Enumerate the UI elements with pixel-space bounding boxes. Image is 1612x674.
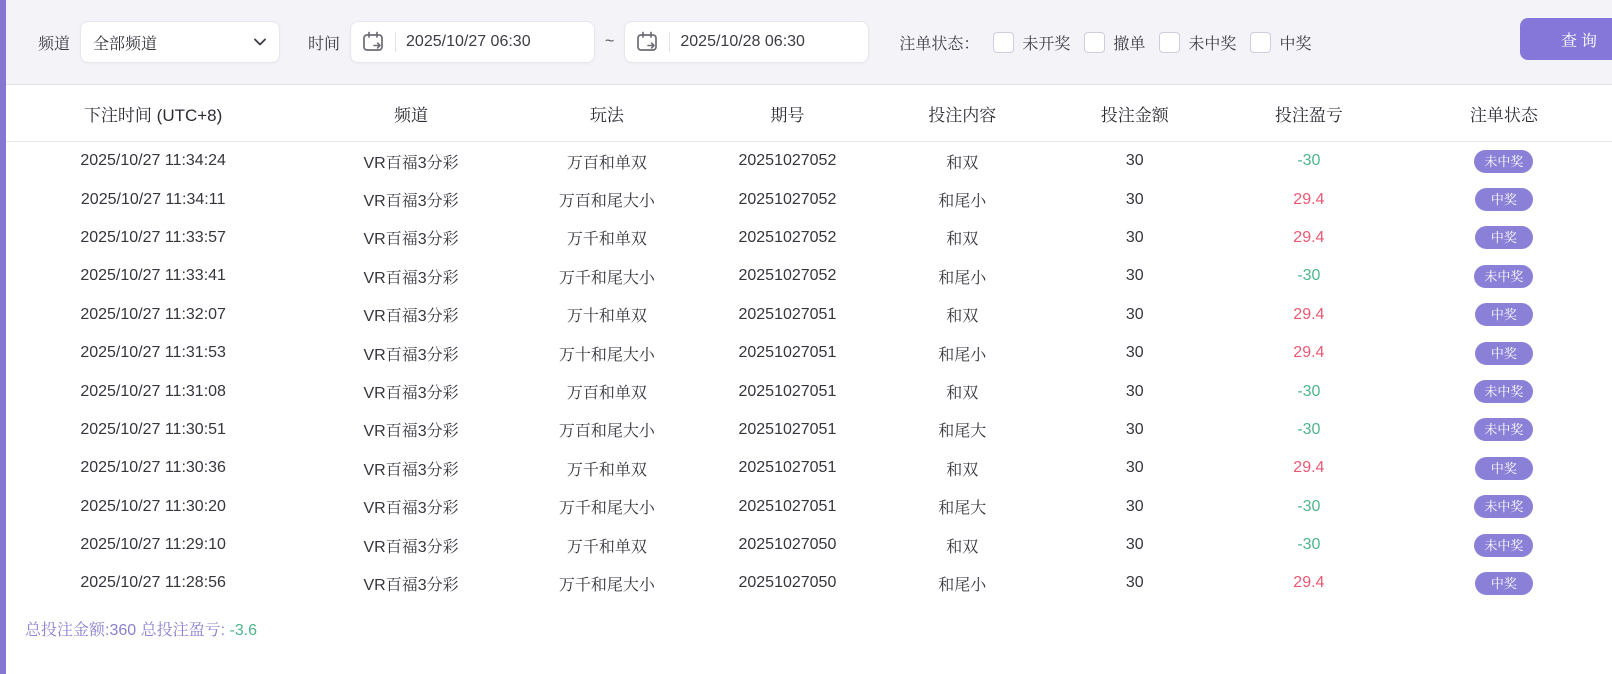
channel-select-value: 全部频道 [93, 35, 158, 53]
date-from-value: 2025/10/27 06:30 [406, 33, 531, 50]
checkbox-box[interactable] [993, 32, 1014, 53]
input-divider [395, 32, 396, 52]
bet-status-label: 注单状态： [899, 35, 980, 53]
table-row [0, 411, 1612, 449]
status-badge: 未中奖 [1474, 380, 1533, 403]
cell-bet-amount: 30 [1125, 420, 1144, 438]
cell-bet-status [1396, 188, 1612, 211]
table-row [0, 564, 1612, 602]
status-badge: 未中奖 [1474, 495, 1533, 518]
header-play-type: 玩法 [589, 105, 624, 125]
checkbox-box[interactable] [1159, 32, 1180, 53]
bet-status-filter-group [899, 31, 1311, 54]
cell-bet-content: 和尾小 [938, 269, 987, 287]
cell-play-type: 万十和尾大小 [558, 346, 655, 364]
status-badge: 未中奖 [1474, 418, 1533, 441]
table-row [0, 219, 1612, 257]
cell-issue: 20251027051 [738, 420, 837, 438]
table-row [0, 488, 1612, 526]
header-bet-pnl: 投注盈亏 [1274, 105, 1343, 125]
cell-bet-status [1396, 572, 1612, 595]
cell-bet-pnl: -30 [1297, 152, 1321, 170]
cell-play-type: 万十和单双 [566, 308, 647, 326]
status-badge: 未中奖 [1474, 534, 1533, 557]
cell-play-type: 万千和尾大小 [558, 269, 655, 287]
cell-bet-status [1396, 303, 1612, 326]
cell-bet-amount: 30 [1125, 497, 1144, 515]
header-bet-amount: 投注金额 [1100, 105, 1169, 125]
checkbox-label: 撤单 [1113, 35, 1146, 53]
cell-bet-status [1396, 226, 1612, 249]
channel-label: 频道 [38, 35, 71, 53]
cell-bet-content: 和双 [946, 154, 979, 172]
checkbox-won[interactable] [1250, 31, 1311, 54]
input-divider [669, 32, 670, 52]
cell-bet-status [1396, 534, 1612, 557]
cell-bet-status [1396, 265, 1612, 288]
table-body [0, 142, 1612, 603]
cell-play-type: 万百和单双 [566, 154, 647, 172]
query-button[interactable]: 查询 [1520, 18, 1612, 60]
calendar-icon [361, 30, 385, 54]
cell-play-type: 万百和尾大小 [558, 423, 655, 441]
cell-bet-pnl: -30 [1297, 420, 1321, 438]
cell-bet-amount: 30 [1125, 267, 1144, 285]
cell-bet-time: 2025/10/27 11:33:41 [80, 267, 226, 285]
status-badge: 未中奖 [1474, 150, 1533, 173]
cell-play-type: 万千和尾大小 [558, 576, 655, 594]
cell-bet-content: 和双 [946, 461, 979, 479]
cell-bet-time: 2025/10/27 11:32:07 [80, 305, 226, 323]
totals-text: 总投注金额:360 总投注盈亏: [25, 621, 226, 639]
cell-bet-content: 和尾小 [938, 193, 987, 211]
cell-bet-content: 和双 [946, 538, 979, 556]
cell-bet-pnl: 29.4 [1293, 459, 1325, 477]
cell-play-type: 万千和尾大小 [558, 500, 655, 518]
header-bet-time: 下注时间 (UTC+8) [83, 105, 223, 125]
status-badge: 中奖 [1475, 303, 1533, 326]
cell-bet-pnl: 29.4 [1293, 305, 1325, 323]
cell-channel: VR百福3分彩 [363, 576, 459, 594]
cell-bet-amount: 30 [1125, 344, 1144, 362]
cell-issue: 20251027050 [738, 574, 837, 592]
cell-play-type: 万百和尾大小 [558, 193, 655, 211]
checkbox-label: 未开奖 [1022, 35, 1071, 53]
cell-bet-pnl: -30 [1297, 382, 1321, 400]
checkbox-not-won[interactable] [1159, 31, 1236, 54]
cell-bet-amount: 30 [1125, 305, 1144, 323]
cell-issue: 20251027051 [738, 344, 837, 362]
cell-bet-time: 2025/10/27 11:30:51 [80, 420, 226, 438]
chevron-down-icon [253, 35, 267, 49]
table-row [0, 296, 1612, 334]
cell-issue: 20251027052 [738, 152, 837, 170]
cell-bet-time: 2025/10/27 11:34:24 [80, 152, 226, 170]
header-channel: 频道 [394, 105, 429, 125]
cell-bet-amount: 30 [1125, 152, 1144, 170]
cell-bet-amount: 30 [1125, 574, 1144, 592]
cell-channel: VR百福3分彩 [363, 231, 459, 249]
cell-bet-time: 2025/10/27 11:28:56 [80, 574, 226, 592]
table-row [0, 372, 1612, 410]
cell-bet-status [1396, 495, 1612, 518]
cell-bet-status [1396, 342, 1612, 365]
cell-channel: VR百福3分彩 [363, 500, 459, 518]
cell-bet-time: 2025/10/27 11:30:36 [80, 459, 226, 477]
cell-bet-status [1396, 457, 1612, 480]
summary-footer [0, 617, 1612, 640]
header-bet-content: 投注内容 [928, 105, 997, 125]
cell-bet-content: 和尾小 [938, 346, 987, 364]
status-badge: 中奖 [1475, 226, 1533, 249]
table-row [0, 526, 1612, 564]
cell-channel: VR百福3分彩 [363, 154, 459, 172]
cell-bet-pnl: -30 [1297, 267, 1321, 285]
left-accent-strip [0, 0, 6, 674]
cell-bet-amount: 30 [1125, 536, 1144, 554]
status-badge: 未中奖 [1474, 265, 1533, 288]
table-header-row [0, 85, 1612, 142]
table-row [0, 334, 1612, 372]
cell-bet-pnl: 29.4 [1293, 190, 1325, 208]
table-row [0, 180, 1612, 218]
cell-channel: VR百福3分彩 [363, 538, 459, 556]
table-row [0, 449, 1612, 487]
checkbox-cancelled[interactable] [1084, 31, 1145, 54]
header-issue: 期号 [770, 105, 805, 125]
total-pnl-value: -3.6 [229, 621, 258, 639]
cell-bet-time: 2025/10/27 11:31:08 [80, 382, 226, 400]
table-row [0, 142, 1612, 180]
cell-issue: 20251027051 [738, 305, 837, 323]
checkbox-not-drawn[interactable] [993, 31, 1070, 54]
cell-play-type: 万千和单双 [566, 461, 647, 479]
cell-bet-pnl: 29.4 [1293, 574, 1325, 592]
cell-channel: VR百福3分彩 [363, 193, 459, 211]
status-badge: 中奖 [1475, 342, 1533, 365]
cell-bet-content: 和尾大 [938, 423, 987, 441]
cell-channel: VR百福3分彩 [363, 346, 459, 364]
cell-issue: 20251027052 [738, 228, 837, 246]
cell-bet-pnl: -30 [1297, 497, 1321, 515]
cell-bet-time: 2025/10/27 11:33:57 [80, 228, 226, 246]
cell-issue: 20251027052 [738, 267, 837, 285]
cell-bet-status [1396, 418, 1612, 441]
cell-bet-content: 和双 [946, 308, 979, 326]
date-to-input[interactable] [624, 21, 869, 63]
date-from-input[interactable] [350, 21, 595, 63]
status-badge: 中奖 [1475, 188, 1533, 211]
cell-play-type: 万千和单双 [566, 231, 647, 249]
date-range-separator: ~ [605, 33, 615, 50]
cell-issue: 20251027051 [738, 382, 837, 400]
cell-bet-content: 和尾小 [938, 576, 987, 594]
cell-play-type: 万千和单双 [566, 538, 647, 556]
header-bet-status: 注单状态 [1469, 105, 1538, 125]
cell-channel: VR百福3分彩 [363, 269, 459, 287]
cell-bet-status [1396, 150, 1612, 173]
filter-bar [0, 0, 1612, 85]
cell-bet-time: 2025/10/27 11:29:10 [80, 536, 226, 554]
time-label: 时间 [308, 35, 341, 53]
cell-bet-time: 2025/10/27 11:31:53 [80, 344, 226, 362]
cell-bet-status [1396, 380, 1612, 403]
cell-issue: 20251027052 [738, 190, 837, 208]
cell-channel: VR百福3分彩 [363, 385, 459, 403]
status-badge: 中奖 [1475, 572, 1533, 595]
checkbox-box[interactable] [1250, 32, 1271, 53]
cell-bet-time: 2025/10/27 11:34:11 [80, 190, 226, 208]
cell-bet-amount: 30 [1125, 228, 1144, 246]
checkbox-box[interactable] [1084, 32, 1105, 53]
cell-bet-content: 和尾大 [938, 500, 987, 518]
cell-bet-time: 2025/10/27 11:30:20 [80, 497, 226, 515]
table-row [0, 257, 1612, 295]
cell-issue: 20251027050 [738, 536, 837, 554]
date-to-value: 2025/10/28 06:30 [680, 33, 805, 50]
cell-issue: 20251027051 [738, 497, 837, 515]
cell-bet-content: 和双 [946, 385, 979, 403]
cell-channel: VR百福3分彩 [363, 423, 459, 441]
cell-channel: VR百福3分彩 [363, 308, 459, 326]
cell-play-type: 万百和单双 [566, 385, 647, 403]
bet-records-table [0, 85, 1612, 603]
calendar-icon [635, 30, 659, 54]
status-badge: 中奖 [1475, 457, 1533, 480]
cell-channel: VR百福3分彩 [363, 461, 459, 479]
cell-bet-content: 和双 [946, 231, 979, 249]
channel-select[interactable] [80, 21, 280, 63]
checkbox-label: 未中奖 [1188, 35, 1237, 53]
cell-bet-pnl: 29.4 [1293, 344, 1325, 362]
checkbox-label: 中奖 [1279, 35, 1312, 53]
cell-bet-amount: 30 [1125, 190, 1144, 208]
cell-bet-amount: 30 [1125, 459, 1144, 477]
cell-bet-amount: 30 [1125, 382, 1144, 400]
cell-bet-pnl: 29.4 [1293, 228, 1325, 246]
cell-issue: 20251027051 [738, 459, 837, 477]
cell-bet-pnl: -30 [1297, 536, 1321, 554]
